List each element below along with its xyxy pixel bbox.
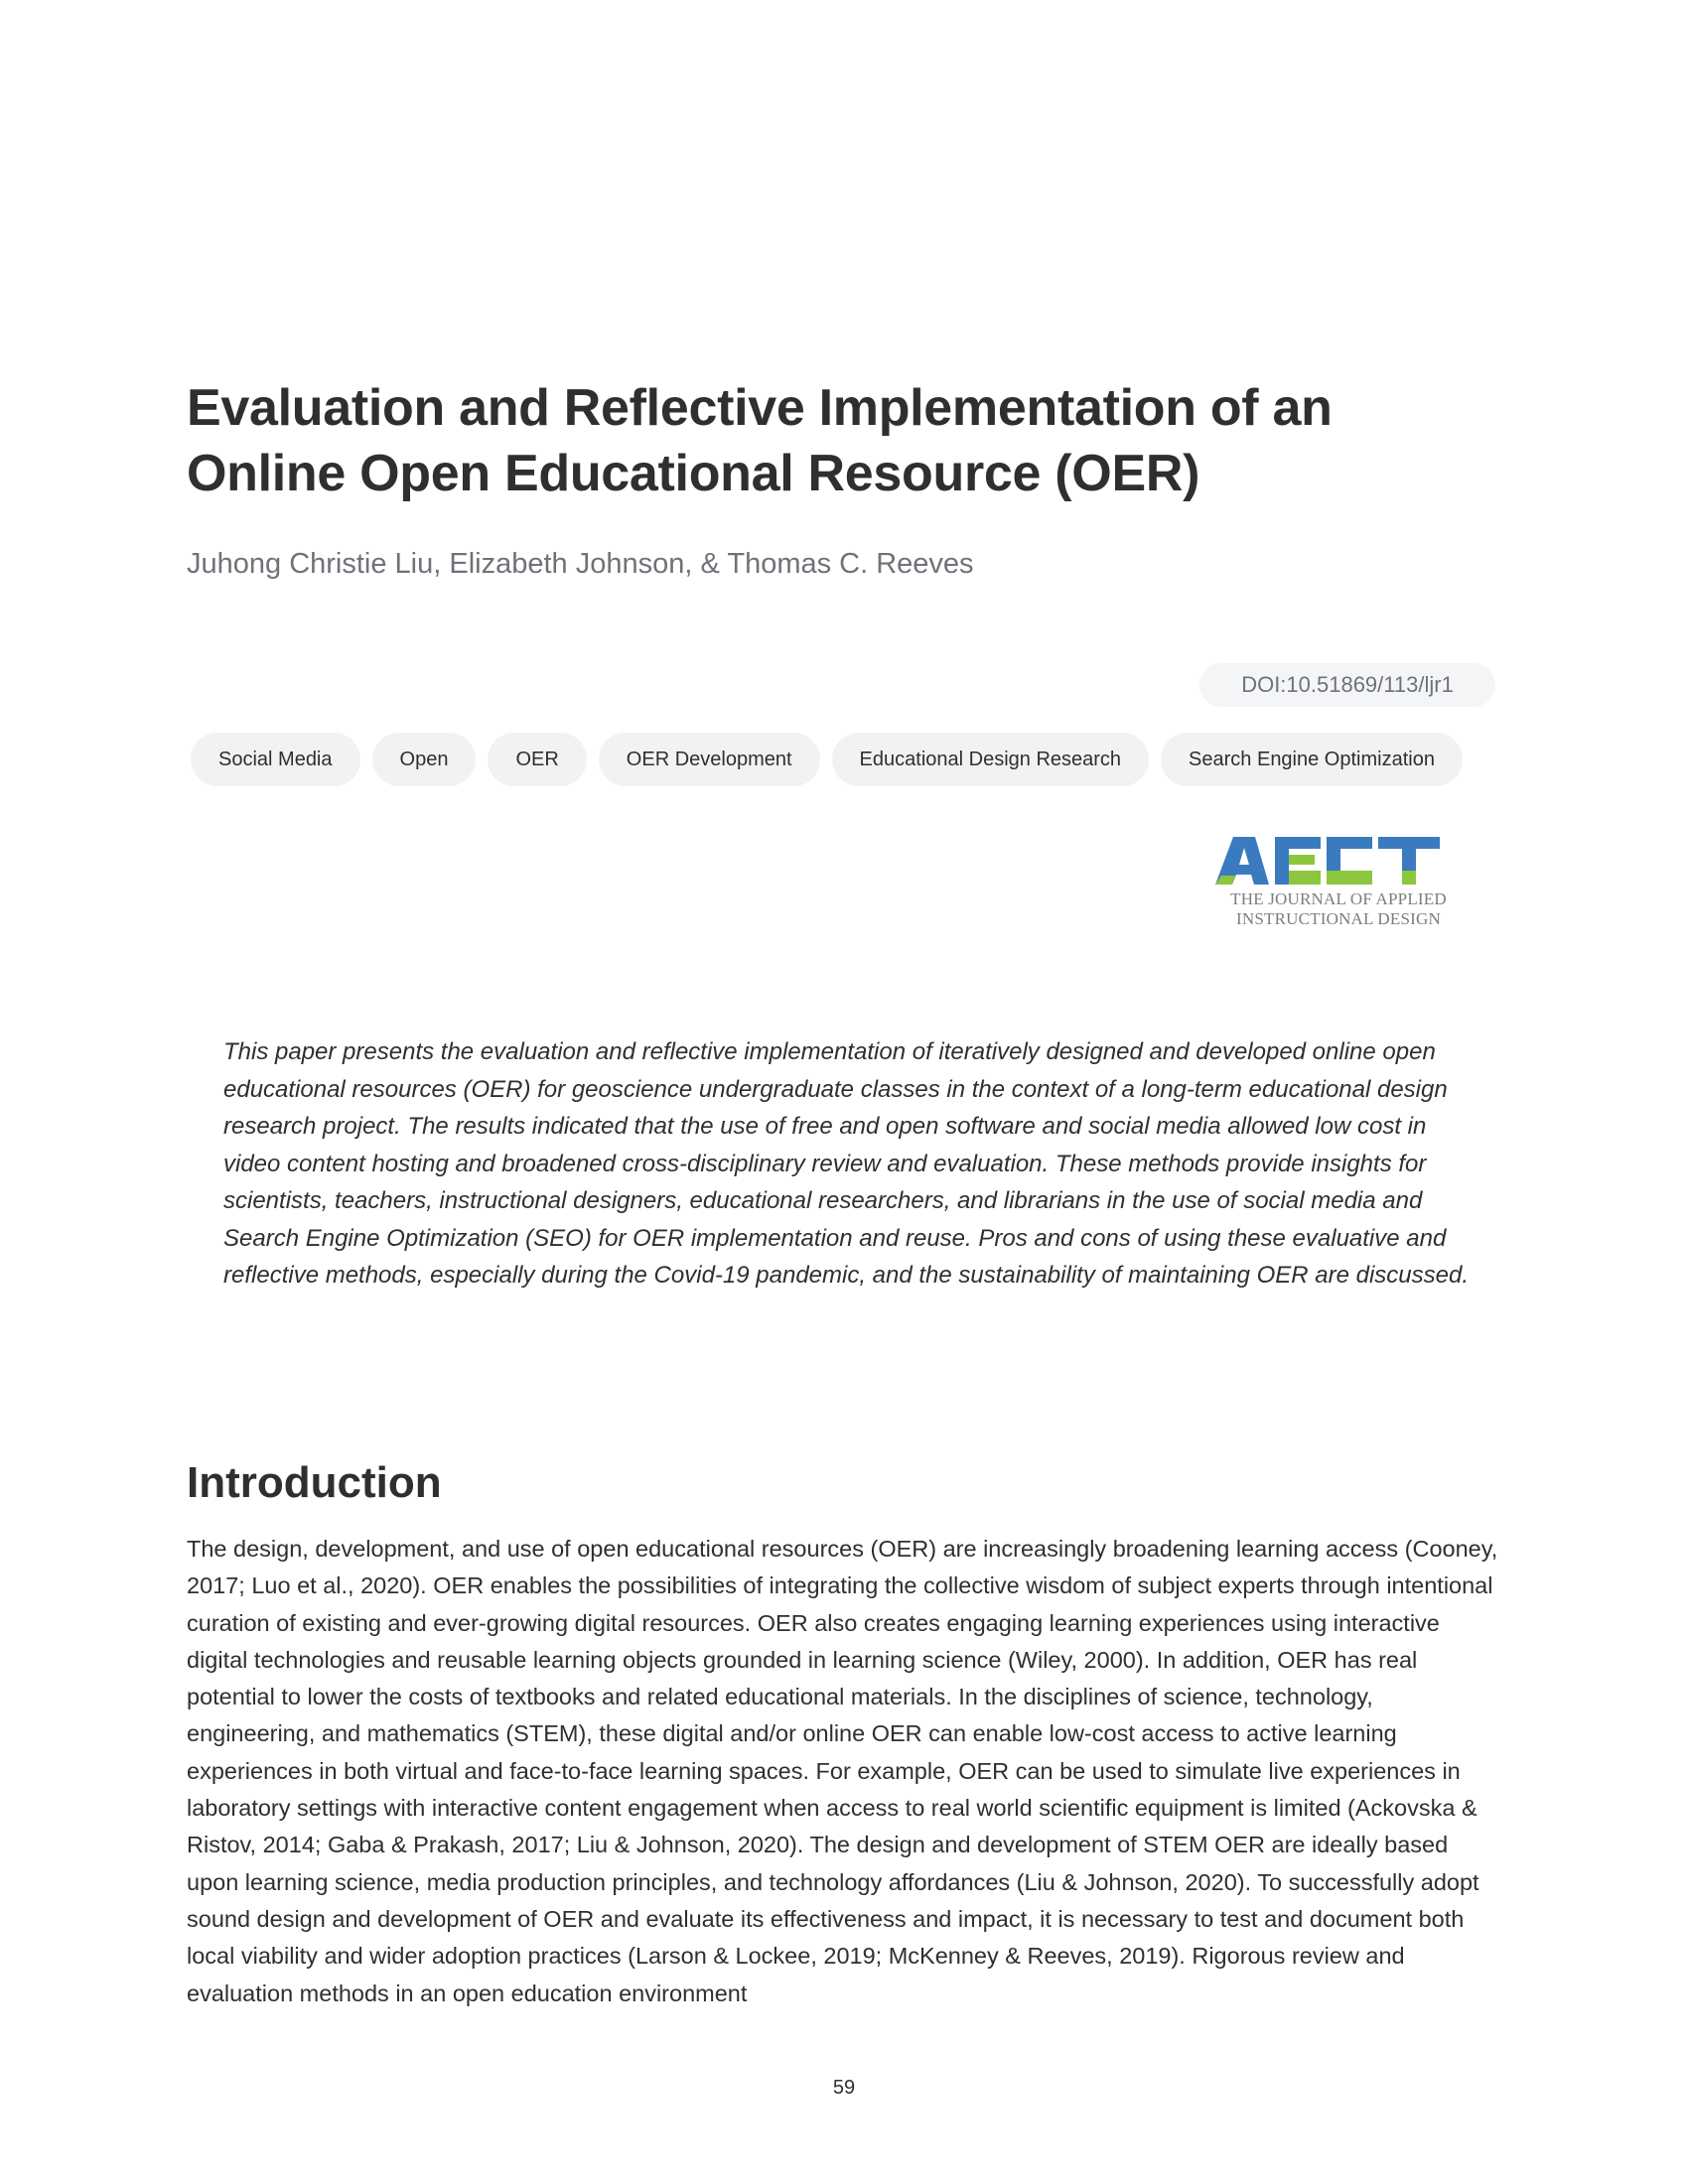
introduction-paragraph: The design, development, and use of open educational resources (OER) are increasingly broadening learning access (Cooney, 2017; Luo et al., 2020). OER enables the possibilities of integrating the collective wisdom of subject experts through intentional curation of existing and ever-growing digital resources. OER also creates engaging learning experiences using interactive digital technologies and reusable learning objects grounded in learning science (Wiley, 2000). In addition, OER has real potential to lower the costs of textbooks and related educational materials. In the disciplines of science, technology, engineering, and mathematics (STEM), these digital and/or online OER can enable low-cost access to active learning experiences in both virtual and face-to-face learning spaces. For example, OER can be used to simulate live experiences in laboratory settings with interactive content engagement when access to real world scientific equipment is limited (Ackovska & Ristov, 2014; Gaba & Prakash, 2017; Liu & Johnson, 2020). The design and development of STEM OER are ideally based upon learning science, media production principles, and technology affordances (Liu & Johnson, 2020). To successfully adopt sound design and development of OER and evaluate its effectiveness and impact, it is necessary to test and document both local viability and wider adoption practices (Larson & Lockee, 2019; McKenney & Reeves, 2019). Rigorous review and evaluation methods in an open education environment — [187, 1536, 1498, 2006]
introduction-heading: Introduction — [187, 1458, 442, 1507]
tag-oer-development[interactable]: OER Development — [599, 733, 820, 786]
tag-open[interactable]: Open — [372, 733, 477, 786]
journal-name-line-2: INSTRUCTIONAL DESIGN — [1236, 909, 1441, 928]
tag-educational-design-research[interactable]: Educational Design Research — [832, 733, 1150, 786]
journal-name-line-1: THE JOURNAL OF APPLIED — [1230, 889, 1447, 908]
doi-badge[interactable]: DOI:10.51869/113/ljr1 — [1199, 663, 1495, 707]
page-number: 59 — [832, 2077, 856, 2099]
journal-name — [1209, 889, 1468, 929]
tag-social-media[interactable]: Social Media — [191, 733, 360, 786]
tag-oer[interactable]: OER — [488, 733, 586, 786]
keyword-tags — [191, 733, 1463, 786]
article-title: Evaluation and Reflective Implementation of an Online Open Educational Resource (OER) — [187, 379, 1333, 502]
abstract: This paper presents the evaluation and reflective implementation of iteratively designed and developed online open educational resources (OER) for geoscience undergraduate classes in the context of a long-term educational design research project. The results indicated that the use of free and open software and social media allowed low cost in video content hosting and broadened cross-disciplinary review and evaluation. These methods provide insights for scientists, teachers, instructional designers, educational researchers, and librarians in the use of social media and Search Engine Optimization (SEO) for OER implementation and reuse. Pros and cons of using these evaluative and reflective methods, especially during the Covid-19 pandemic, and the sustainability of maintaining OER are discussed. — [223, 1038, 1469, 1289]
article-authors: Juhong Christie Liu, Elizabeth Johnson, & Thomas C. Reeves — [187, 548, 974, 580]
tag-search-engine-optimization[interactable]: Search Engine Optimization — [1161, 733, 1463, 786]
